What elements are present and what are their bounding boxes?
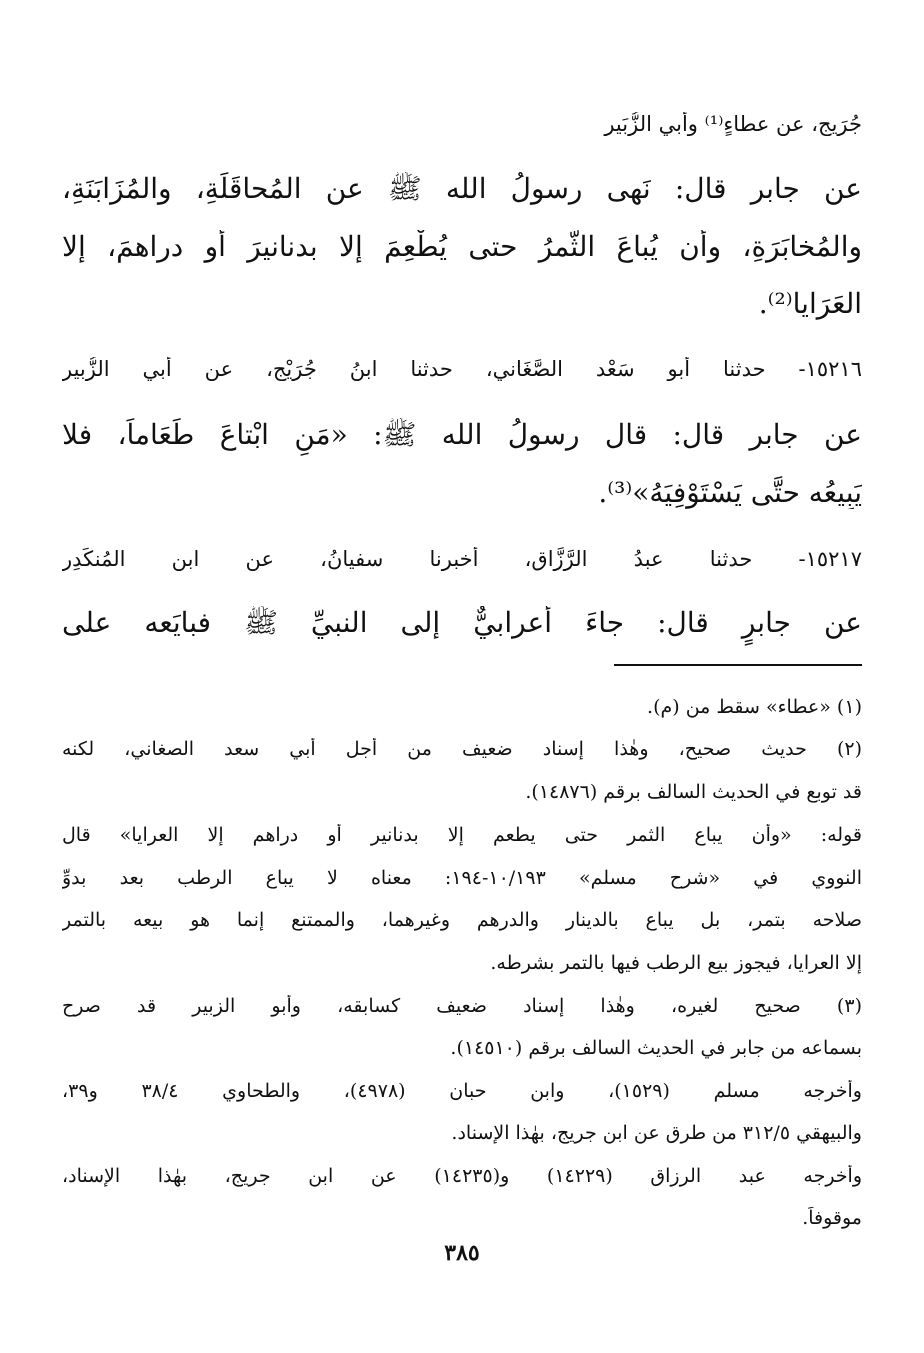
hadith-isnad-15217: ١٥٢١٧- حدثنا عبدُ الرَّزَّاق، أخبرنا سفيانُ، عن ابن المُنكَدِر [62,547,862,571]
isnad-continuation-line: جُرَيج، عن عطاءٍ⁽¹⁾ وأبي الزُّبَير [604,112,862,136]
footnote-1: (١) «عطاء» سقط من (م). [647,696,862,718]
footnote-2-line: صلاحه بتمر، بل يباع بالدينار والدرهم وغيرهما، والممتنع إنما هو بيعه بالتمر [62,909,862,931]
footnote-3-line: موقوفاً. [802,1207,862,1229]
hadith-text-line: عن جابرٍ قال: جاءَ أعرابيٌّ إلى النبيِّ ﷺ فبايَعه على [62,606,862,639]
footnote-3-line: وأخرجه مسلم (١٥٢٩)، وابن حبان (٤٩٧٨)، والطحاوي ٣٨/٤ و٣٩، [62,1080,862,1102]
footnote-3-line: (٣) صحيح لغيره، وهٰذا إسناد ضعيف كسابقه، وأبو الزبير قد صرح [62,995,862,1017]
footnote-3-line: والبيهقي ٣١٢/٥ من طرق عن ابن جريج، بهٰذا الإسناد. [451,1122,862,1144]
hadith-text-line: عن جابر قال: نَهى رسولُ الله ﷺ عن المُحاقَلَةِ، والمُزَابَنَةِ، [62,172,862,205]
hadith-text-line: والمُخابَرَةِ، وأن يُباعَ الثَّمرُ حتى يُطْعِمَ إلا بدنانيرَ أو دراهمَ، إلا [62,230,862,263]
footnote-2-line: قوله: «وأن يباع الثمر حتى يطعم إلا بدنانير أو دراهم إلا العرايا» قال [62,824,862,846]
footnote-2-line: النووي في «شرح مسلم» ١٠/١٩٣-١٩٤: معناه لا يباع الرطب بعد بدوِّ [62,867,862,889]
footnote-3-line: بسماعه من جابر في الحديث السالف برقم (١٤٥١٠). [450,1037,862,1059]
footnote-2-line: قد توبع في الحديث السالف برقم (١٤٨٧٦). [525,781,862,803]
hadith-text-line: يَبِيعُه حتَّى يَسْتَوْفِيَهُ»⁽³⁾. [598,476,862,509]
footnote-2-line: إلا العرايا، فيجوز بيع الرطب فيها بالتمر بشرطه. [490,952,862,974]
hadith-text-line: العَرَايا⁽²⁾. [758,287,862,320]
footnote-divider [614,664,862,666]
hadith-isnad-15216: ١٥٢١٦- حدثنا أبو سَعْد الصَّغَاني، حدثنا ابنُ جُرَيْج، عن أبي الزُّبير [62,357,862,381]
hadith-text-line: عن جابر قال: قال رسولُ الله ﷺ: «مَنِ ابْتاعَ طَعَاماً، فلا [62,418,862,451]
page-number: ٣٨٥ [444,1240,480,1266]
footnote-3-line: وأخرجه عبد الرزاق (١٤٢٢٩) و(١٤٢٣٥) عن ابن جريج، بهٰذا الإسناد، [62,1165,862,1187]
footnote-2-line: (٢) حديث صحيح، وهٰذا إسناد ضعيف من أجل أبي سعد الصغاني، لكنه [62,738,862,760]
